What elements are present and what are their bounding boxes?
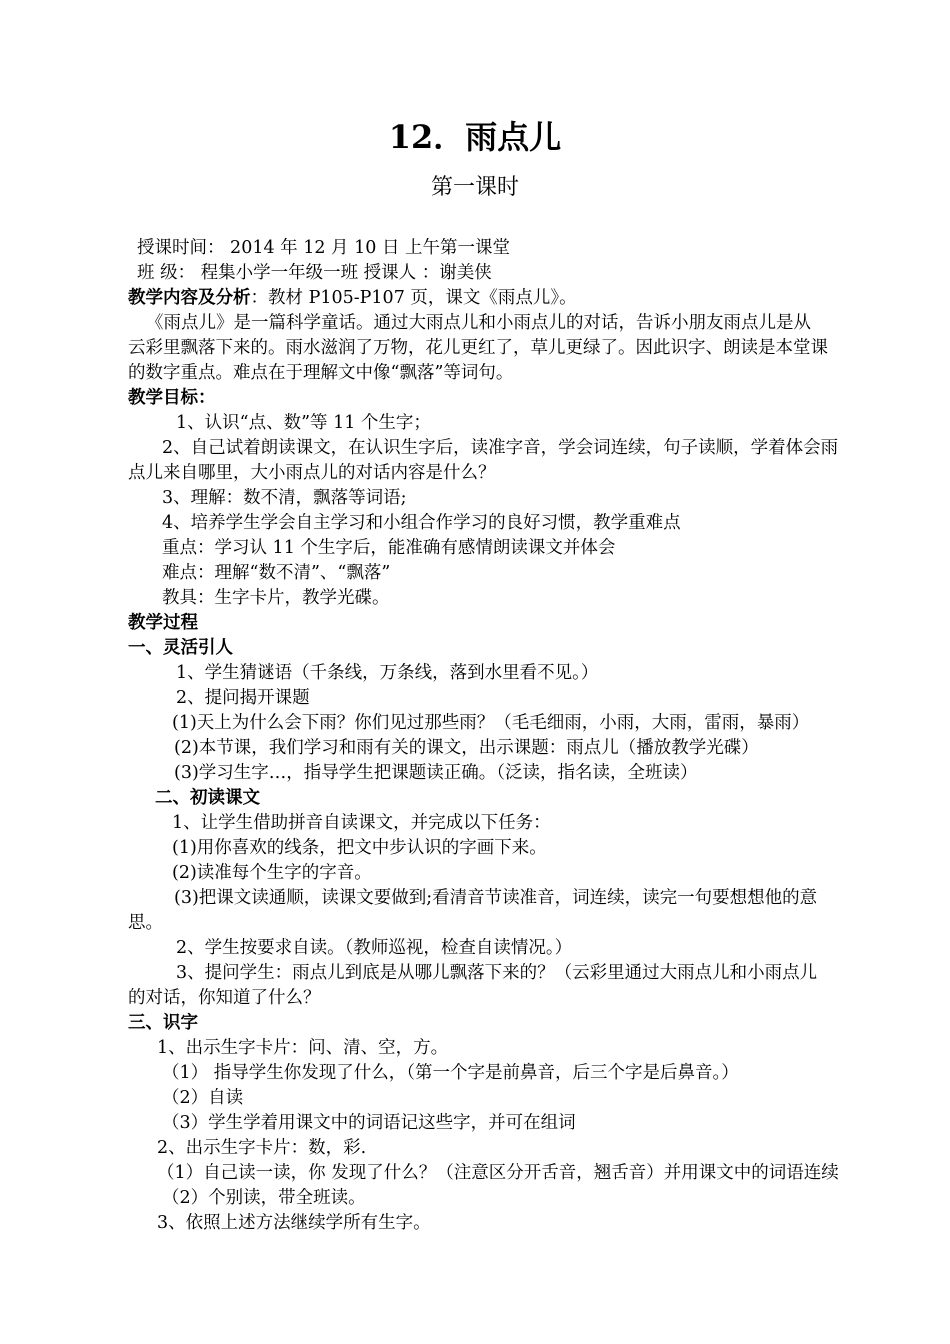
process-step: 思。 bbox=[128, 913, 163, 933]
content-paragraph-line: 云彩里飘落下来的。雨水滋润了万物，花儿更红了，草儿更绿了。因此识字、朗读是本堂课 bbox=[128, 338, 828, 358]
process-step: 2、出示生字卡片：数，彩. bbox=[157, 1138, 367, 1158]
goal-item: 4、培养学生学会自主学习和小组合作学习的良好习惯，教学重难点 bbox=[162, 513, 681, 533]
section-heading: 一、灵活引人 bbox=[128, 638, 233, 658]
process-step: (1)用你喜欢的线条，把文中步认识的字画下来。 bbox=[172, 838, 547, 858]
goal-item: 1、认识“点、数”等 11 个生字； bbox=[176, 413, 431, 433]
process-step: (2)本节课，我们学习和雨有关的课文，出示课题：雨点儿（播放教学光碟） bbox=[174, 738, 759, 758]
lesson-class: 班 级： 程集小学一年级一班 授课人 ：谢美侠 bbox=[137, 263, 492, 283]
process-step: 1、出示生字卡片：问、清、空，方。 bbox=[157, 1038, 449, 1058]
goal-item: 3、理解：数不清，飘落等词语; bbox=[162, 488, 407, 508]
section-heading: 二、初读课文 bbox=[155, 788, 260, 808]
process-step: (1)天上为什么会下雨？你们见过那些雨？（毛毛细雨，小雨，大雨，雷雨，暴雨） bbox=[172, 713, 810, 733]
content-paragraph-line: 的数字重点。难点在于理解文中像“飘落”等词句。 bbox=[128, 363, 514, 383]
process-step: 2、提问揭开课题 bbox=[176, 688, 310, 708]
process-step: 1、让学生借助拼音自读课文，并完成以下任务： bbox=[172, 813, 551, 833]
process-step: （1）自己读一读，你 发现了什么？（注意区分开舌音，翘舌音）并用课文中的词语连续 bbox=[157, 1163, 839, 1183]
process-step: （2）个别读，带全班读。 bbox=[162, 1188, 366, 1208]
lesson-title: 12．雨点儿 bbox=[388, 118, 562, 156]
process-step: 3、依照上述方法继续学所有生字。 bbox=[157, 1213, 431, 1233]
teaching-tools: 教具：生字卡片，教学光碟。 bbox=[162, 588, 390, 608]
difficult-point: 难点：理解“数不清”、“飘落” bbox=[162, 563, 391, 583]
content-label: 教学内容及分析 bbox=[128, 288, 251, 308]
lesson-subtitle: 第一课时 bbox=[430, 175, 519, 200]
process-step: （3）学生学着用课文中的词语记这些字，并可在组词 bbox=[162, 1113, 576, 1133]
process-heading: 教学过程 bbox=[128, 613, 198, 633]
process-step: 2、学生按要求自读。（教师巡视，检查自读情况。） bbox=[176, 938, 573, 958]
section-heading: 三、识字 bbox=[128, 1013, 198, 1033]
process-step: 1、学生猜谜语（千条线，万条线，落到水里看不见。） bbox=[176, 663, 599, 683]
process-step: （1） 指导学生你发现了什么，（第一个字是前鼻音，后三个字是后鼻音。） bbox=[162, 1063, 739, 1083]
process-step: (2)读准每个生字的字音。 bbox=[172, 863, 372, 883]
goals-heading: 教学目标： bbox=[128, 388, 216, 408]
goal-item: 点儿来自哪里，大小雨点儿的对话内容是什么？ bbox=[128, 463, 496, 483]
key-point: 重点：学习认 11 个生字后，能准确有感情朗读课文并体会 bbox=[162, 538, 616, 558]
process-step: 的对话，你知道了什么？ bbox=[128, 988, 321, 1008]
goal-item: 2、自己试着朗读课文，在认识生字后，读准字音，学会词连续，句子读顺，学着体会雨 bbox=[162, 438, 839, 458]
content-text: ：教材 P105-P107 页，课文《雨点儿》。 bbox=[250, 288, 577, 308]
content-paragraph-line: 《雨点儿》是一篇科学童话。通过大雨点儿和小雨点儿的对话，告诉小朋友雨点儿是从 bbox=[146, 313, 811, 333]
process-step: 3、提问学生：雨点儿到底是从哪儿飘落下来的？（云彩里通过大雨点儿和小雨点儿 bbox=[176, 963, 818, 983]
process-step: （2）自读 bbox=[162, 1088, 244, 1108]
process-step: (3)学习生字…，指导学生把课题读正确。（泛读，指名读，全班读） bbox=[174, 763, 698, 783]
content-analysis bbox=[128, 286, 577, 311]
process-step: (3)把课文读通顺，读课文要做到;看清音节读准音，词连续，读完一句要想想他的意 bbox=[174, 888, 818, 908]
lesson-time: 授课时间： 2014 年 12 月 10 日 上午第一课堂 bbox=[137, 238, 511, 258]
